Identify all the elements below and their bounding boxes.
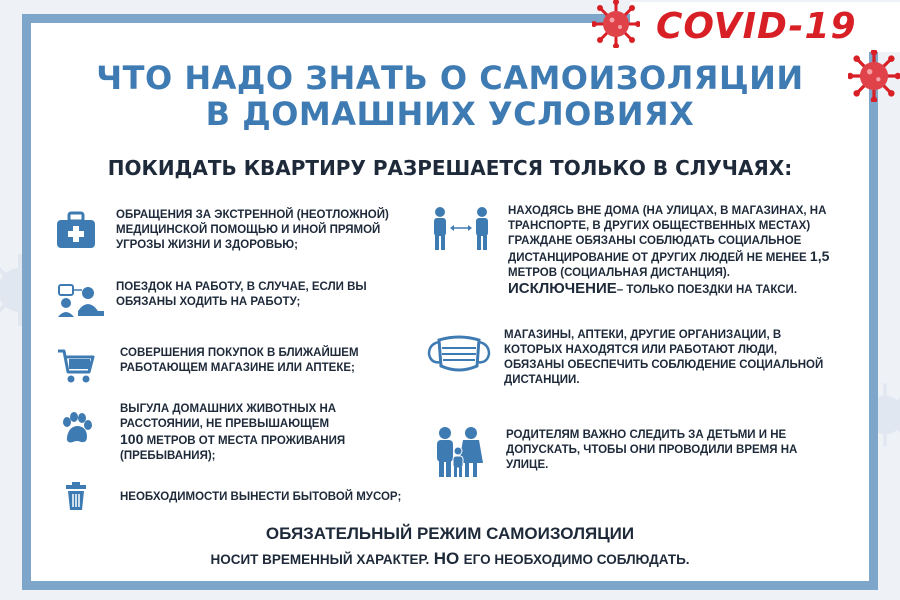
item-text: РОДИТЕЛЯМ ВАЖНО СЛЕДИТЬ ЗА ДЕТЬМИ И НЕ ДОПУСКАТЬ, ЧТОБЫ ОНИ ПРОВОДИЛИ ВРЕМЯ НА УЛИЦЕ. (506, 429, 798, 471)
item-text: ПОЕЗДОК НА РАБОТУ, В СЛУЧАЕ, ЕСЛИ ВЫ ОБЯЗАНЫ ХОДИТЬ НА РАБОТУ; (116, 281, 367, 308)
red-virus-icon (592, 0, 640, 48)
face-mask-icon (425, 330, 493, 376)
exception-label: ИСКЛЮЧЕНИЕ (508, 280, 617, 297)
list-item (56, 208, 416, 253)
list-item (428, 204, 848, 298)
list-item (430, 424, 850, 480)
commute-to-work-icon (56, 281, 106, 319)
red-virus-icon (848, 50, 900, 102)
paw-icon (59, 411, 93, 445)
item-text: СОВЕРШЕНИЯ ПОКУПОК В БЛИЖАЙШЕМ РАБОТАЮЩЕМ МАГАЗИНЕ ИЛИ АПТЕКЕ; (120, 347, 359, 374)
medical-bag-icon (56, 211, 96, 249)
trash-bin-icon (65, 481, 87, 511)
list-item (56, 280, 416, 320)
item-text: НЕОБХОДИМОСТИ ВЫНЕСТИ БЫТОВОЙ МУСОР; (120, 491, 402, 503)
item-text-before: ВЫГУЛА ДОМАШНИХ ЖИВОТНЫХ НА РАССТОЯНИИ, НЕ ПРЕВЫШАЮЩЕМ (120, 403, 337, 430)
item-text-before: НАХОДЯСЬ ВНЕ ДОМА (НА УЛИЦАХ, В МАГАЗИНАХ, НА ТРАНСПОРТЕ, В ДРУГИХ ОБЩЕСТВЕННЫХ МЕСТАХ) ГРАЖДАНЕ ОБЯЗАНЫ СОБЛЮДАТЬ СОЦИАЛЬНОЕ ДИСТАНЦИРОВАНИЕ ОТ ДРУГИХ ЛЮДЕЙ НЕ МЕНЕЕ (508, 205, 827, 264)
title-line-1: ЧТО НАДО ЗНАТЬ О САМОИЗОЛЯЦИИ (96, 59, 804, 97)
item-text: МАГАЗИНЫ, АПТЕКИ, ДРУГИЕ ОРГАНИЗАЦИИ, В КОТОРЫХ НАХОДЯТСЯ ИЛИ РАБОТАЮТ ЛЮДИ, ОБЯЗАНЫ ОБЕСПЕЧИТЬ СОБЛЮДЕНИЕ СОЦИАЛЬНОЙ ДИСТАНЦИИ. (504, 329, 824, 386)
item-text-after: МЕТРОВ (СОЦИАЛЬНАЯ ДИСТАНЦИЯ). (508, 267, 730, 279)
covid-label: COVID-19 (656, 6, 857, 47)
item-text (508, 204, 838, 298)
item-text (120, 402, 390, 464)
distance-value: 1,5 (809, 248, 830, 264)
page-title (40, 60, 860, 132)
covid-badge (630, 2, 900, 52)
exception-text: – ТОЛЬКО ПОЕЗДКИ НА ТАКСИ. (616, 284, 798, 296)
list-item (56, 402, 416, 464)
social-distance-icon (430, 206, 492, 252)
distance-value: 100 (120, 431, 144, 447)
item-text: ОБРАЩЕНИЯ ЗА ЭКСТРЕННОЙ (НЕОТЛОЖНОЙ) МЕДИЦИНСКОЙ ПОМОЩЬЮ И ИНОЙ ПРЯМОЙ УГРОЗЫ ЖИЗНИ И ЗДОРОВЬЮ; (116, 209, 389, 251)
family-icon (431, 425, 485, 479)
footer-text: НОСИТ ВРЕМЕННЫЙ ХАРАКТЕР. (210, 552, 430, 567)
footer-text-end: ЕГО НЕОБХОДИМО СОБЛЮДАТЬ. (463, 552, 690, 567)
footer-emphasis-but: НО (433, 549, 460, 568)
list-item (56, 346, 416, 386)
footer-note (120, 522, 780, 572)
section-subtitle: ПОКИДАТЬ КВАРТИРУ РАЗРЕШАЕТСЯ ТОЛЬКО В СЛУЧАЯХ: (107, 156, 793, 180)
list-item (56, 480, 436, 512)
title-line-2: В ДОМАШНИХ УСЛОВИЯХ (205, 95, 695, 133)
list-item (424, 328, 854, 388)
shopping-cart-icon (57, 348, 95, 384)
item-text-after: МЕТРОВ ОТ МЕСТА ПРОЖИВАНИЯ (ПРЕБЫВАНИЯ); (120, 435, 346, 462)
footer-emphasis: ОБЯЗАТЕЛЬНЫЙ РЕЖИМ САМОИЗОЛЯЦИИ (265, 524, 635, 543)
